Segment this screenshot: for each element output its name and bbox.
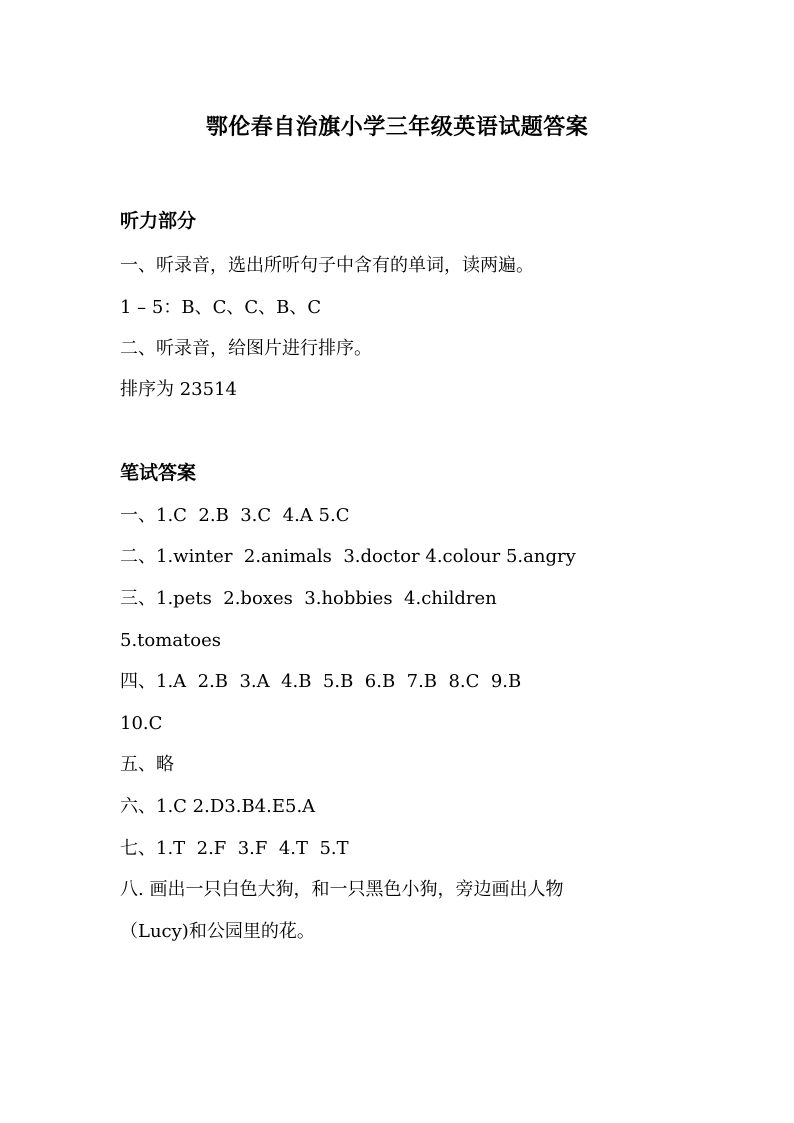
listening-question-2: 二、听录音，给图片进行排序。 — [120, 338, 372, 359]
written-answer-7: 七、1.T 2.F 3.F 4.T 5.T — [120, 838, 349, 859]
listening-answer-2: 排序为 23514 — [120, 379, 237, 400]
written-answer-8: 八. 画出一只白色大狗，和一只黑色小狗，旁边画出人物 — [120, 879, 564, 900]
written-answer-1: 一、1.C 2.B 3.C 4.A 5.C — [120, 505, 350, 526]
section-heading-listening: 听力部分 — [120, 210, 197, 232]
written-answer-5: 五、略 — [120, 754, 174, 775]
document-title: 鄂伦春自治旗小学三年级英语试题答案 — [205, 115, 589, 140]
written-answer-3: 三、1.pets 2.boxes 3.hobbies 4.children — [120, 588, 497, 609]
written-answer-6: 六、1.C 2.D3.B4.E5.A — [120, 796, 316, 817]
section-heading-written: 笔试答案 — [120, 462, 197, 484]
written-answer-4-cont: 10.C — [120, 713, 163, 734]
listening-question-1: 一、听录音，选出所听句子中含有的单词，读两遍。 — [120, 255, 534, 276]
written-answer-3-cont: 5.tomatoes — [120, 630, 222, 651]
written-answer-4: 四、1.A 2.B 3.A 4.B 5.B 6.B 7.B 8.C 9.B — [120, 671, 522, 692]
written-answer-8-cont: （Lucy)和公园里的花。 — [120, 921, 315, 942]
listening-answer-1: 1 – 5：B、C、C、B、C — [120, 297, 322, 318]
written-answer-2: 二、1.winter 2.animals 3.doctor 4.colour 5.angry — [120, 546, 576, 567]
